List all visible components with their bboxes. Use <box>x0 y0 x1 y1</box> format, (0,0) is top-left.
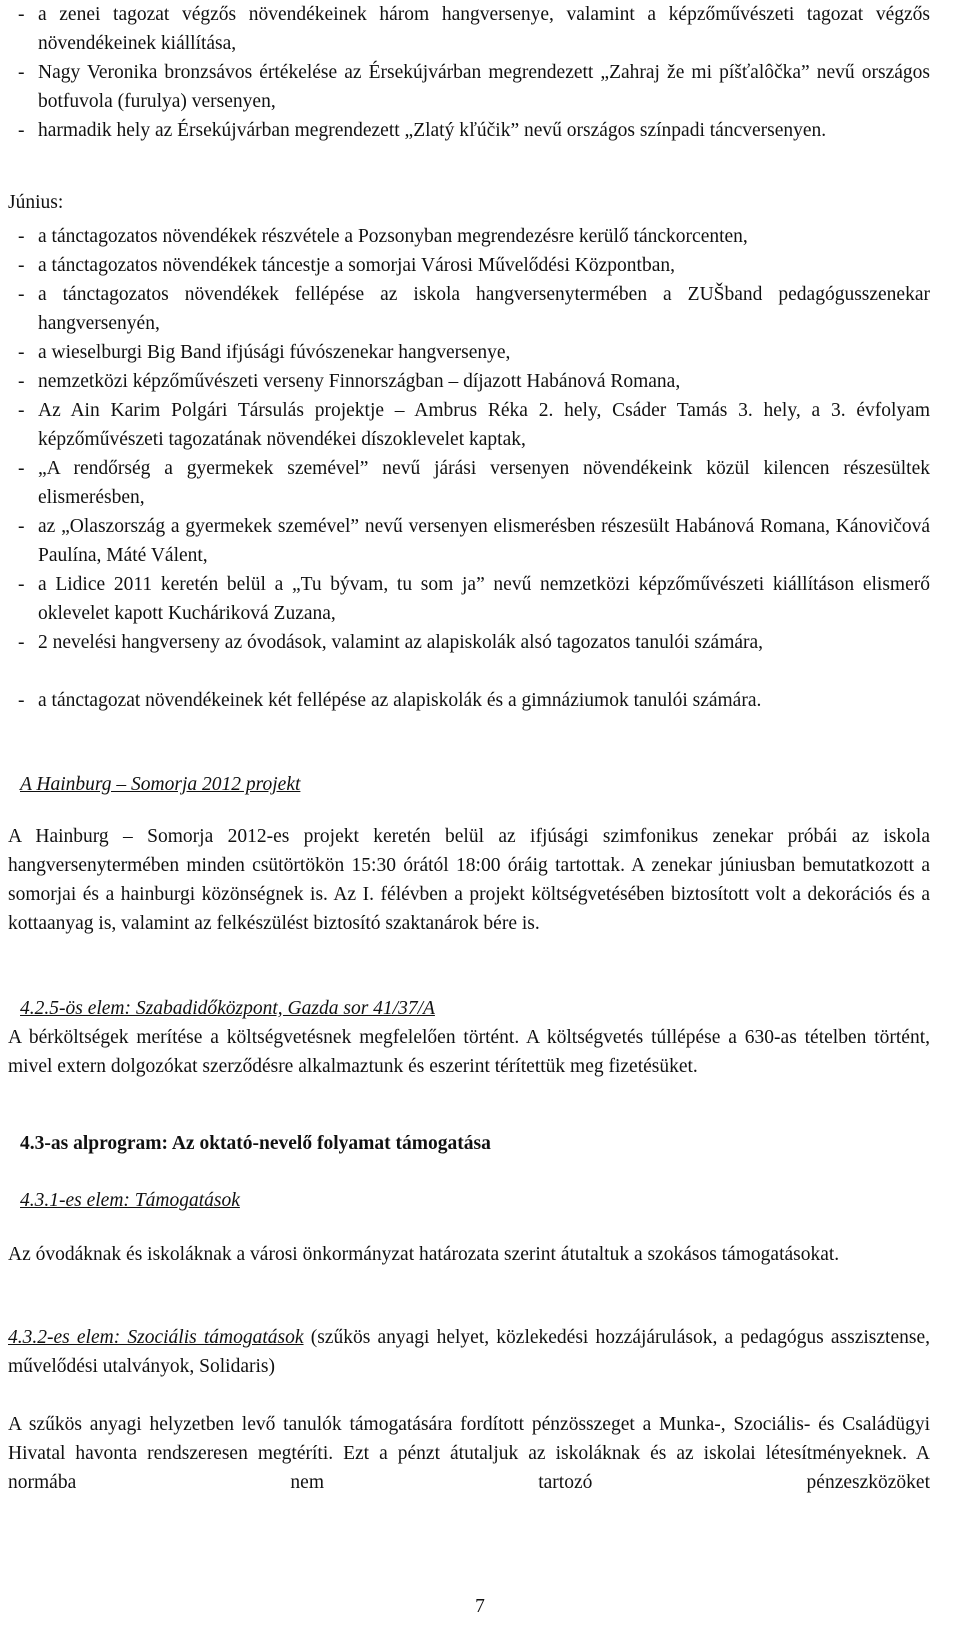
section-heading-4-3-2-rest: (szűkös anyagi helyet, közlekedési hozzájárulások, a pedagógus asszisztense, művelődési utalványok, Solidaris) <box>8 1327 930 1377</box>
list-item-text: a tánctagozatos növendékek táncestje a somorjai Városi Művelődési Központban, <box>38 255 675 276</box>
list-item-text: 2 nevelési hangverseny az óvodások, valamint az alapiskolák alsó tagozatos tanulói számára, <box>38 632 764 653</box>
list-item-text: nemzetközi képzőművészeti verseny Finnországban – díjazott Habánová Romana, <box>38 371 681 392</box>
list-item-text: az „Olaszország a gyermekek szemével” nevű versenyen elismerésben részesült Habánová Romana, Kánovičová Paulína, Máté Válent, <box>38 516 930 566</box>
list-item: - a wieselburgi Big Band ifjúsági fúvószenekar hangversenye, <box>18 338 930 367</box>
list-item: - a tánctagozatos növendékek fellépése az iskola hangversenytermében a ZUŠband pedagógusszenekar hangversenyén, <box>18 280 930 338</box>
list-item-text: a wieselburgi Big Band ifjúsági fúvószenekar hangversenye, <box>38 342 511 363</box>
list-item: - a tánctagozatos növendékek táncestje a somorjai Városi Művelődési Központban, <box>18 251 930 280</box>
list-item: - Nagy Veronika bronzsávos értékelése az Érsekújvárban megrendezett „Zahraj že mi píšťalôčka” nevű országos botfuvola (furulya) versenyen, <box>18 58 930 116</box>
list-item-text: Az Ain Karim Polgári Társulás projektje – Ambrus Réka 2. hely, Csáder Tamás 3. hely, a 3. évfolyam képzőművészeti tagozatának növendékei díszoklevelet kaptak, <box>38 400 930 450</box>
list-item-text: Nagy Veronika bronzsávos értékelése az Érsekújvárban megrendezett „Zahraj že mi píšťalôčka” nevű országos botfuvola (furulya) versenyen, <box>38 62 930 112</box>
paragraph-4-3-1: Az óvodáknak és iskoláknak a városi önkormányzat határozata szerint átutaltuk a szokásos támogatásokat. <box>8 1244 840 1265</box>
list-item-text: a tánctagozat növendékeinek két fellépése az alapiskolák és a gimnáziumok tanulói számára. <box>38 690 762 711</box>
list-item: - az „Olaszország a gyermekek szemével” nevű versenyen elismerésben részesült Habánová Romana, Kánovičová Paulína, Máté Válent, <box>18 512 930 570</box>
list-item: - a zenei tagozat végzős növendékeinek három hangversenye, valamint a képzőművészeti tagozat végzős növendékeinek kiállítása, <box>18 0 930 58</box>
section-heading-4-3: 4.3-as alprogram: Az oktató-nevelő folyamat támogatása <box>20 1133 491 1154</box>
list-item: - Az Ain Karim Polgári Társulás projektje – Ambrus Réka 2. hely, Csáder Tamás 3. hely, a 3. évfolyam képzőművészeti tagozatának növendékei díszoklevelet kaptak, <box>18 396 930 454</box>
list-item-text: a tánctagozatos növendékek fellépése az iskola hangversenytermében a ZUŠband pedagógusszenekar hangversenyén, <box>38 284 930 334</box>
list-item: - a Lidice 2011 keretén belül a „Tu bývam, tu som ja” nevű nemzetközi képzőművészeti kiállításon elismerő oklevelet kapott Kucháriková Zuzana, <box>18 570 930 628</box>
list-item: - nemzetközi képzőművészeti verseny Finnországban – díjazott Habánová Romana, <box>18 367 930 396</box>
list-item-text: a tánctagozatos növendékek részvétele a Pozsonyban megrendezésre kerülő tánckorcenten, <box>38 226 748 247</box>
list-item: - harmadik hely az Érsekújvárban megrendezett „Zlatý kľúčik” nevű országos színpadi táncversenyen. <box>18 116 930 145</box>
list-item-text: a zenei tagozat végzős növendékeinek három hangversenye, valamint a képzőművészeti tagozat végzős növendékeinek kiállítása, <box>38 4 930 54</box>
list-item-text: a Lidice 2011 keretén belül a „Tu bývam, tu som ja” nevű nemzetközi képzőművészeti kiállításon elismerő oklevelet kapott Kucháriková Zuzana, <box>38 574 930 624</box>
page-number: 7 <box>475 1596 485 1617</box>
section-heading-4-3-1: 4.3.1-es elem: Támogatások <box>20 1190 240 1211</box>
section-heading-4-2-5: 4.2.5-ös elem: Szabadidőközpont, Gazda sor 41/37/A <box>20 998 435 1019</box>
list-item: - „A rendőrség a gyermekek szemével” nevű járási versenyen növendékeink közül kilencen részesültek elismerésben, <box>18 454 930 512</box>
paragraph-4-2-5: A bérköltségek merítése a költségvetésnek megfelelően történt. A költségvetés túllépése a 630-as tételben történt, mivel extern dolgozókat szerződésre alkalmaztunk és eszerint térítettük meg fizetésüket. <box>8 1027 930 1077</box>
list-item: - a tánctagozatos növendékek részvétele a Pozsonyban megrendezésre kerülő tánckorcenten, <box>18 222 930 251</box>
month-label-junius: Június: <box>8 192 64 213</box>
list-item-text: „A rendőrség a gyermekek szemével” nevű járási versenyen növendékeink közül kilencen részesültek elismerésben, <box>38 458 930 508</box>
list-item: - a tánctagozat növendékeinek két fellépése az alapiskolák és a gimnáziumok tanulói számára. <box>18 686 930 715</box>
list-item-text: harmadik hely az Érsekújvárban megrendezett „Zlatý kľúčik” nevű országos színpadi táncversenyen. <box>38 120 827 141</box>
list-item: - 2 nevelési hangverseny az óvodások, valamint az alapiskolák alsó tagozatos tanulói számára, <box>18 628 930 657</box>
section-heading-4-3-2-block <box>8 1323 930 1381</box>
section-heading-hainburg: A Hainburg – Somorja 2012 projekt <box>20 774 301 795</box>
paragraph-hainburg: A Hainburg – Somorja 2012-es projekt keretén belül az ifjúsági szimfonikus zenekar próbái az iskola hangversenytermében minden csütörtökön 15:30 órától 18:00 óráig tartottak. A zenekar júniusban bemutatkozott a somorjai és a hainburgi közönségnek is. Az I. félévben a projekt költségvetésében biztosított volt a dekorációs és a kottaanyag is, valamint az felkészülést biztosító szaktanárok bére is. <box>8 826 930 934</box>
paragraph-4-3-2: A szűkös anyagi helyzetben levő tanulók támogatására fordított pénzösszeget a Munka-, Szociális- és Családügyi Hivatal havonta rendszeresen megtéríti. Ezt a pénzt átutaljuk az iskoláknak és az iskolai létesítményeknek. A normába nem tartozó pénzeszközöket <box>8 1414 930 1493</box>
section-heading-4-3-2: 4.3.2-es elem: Szociális támogatások <box>8 1327 304 1348</box>
